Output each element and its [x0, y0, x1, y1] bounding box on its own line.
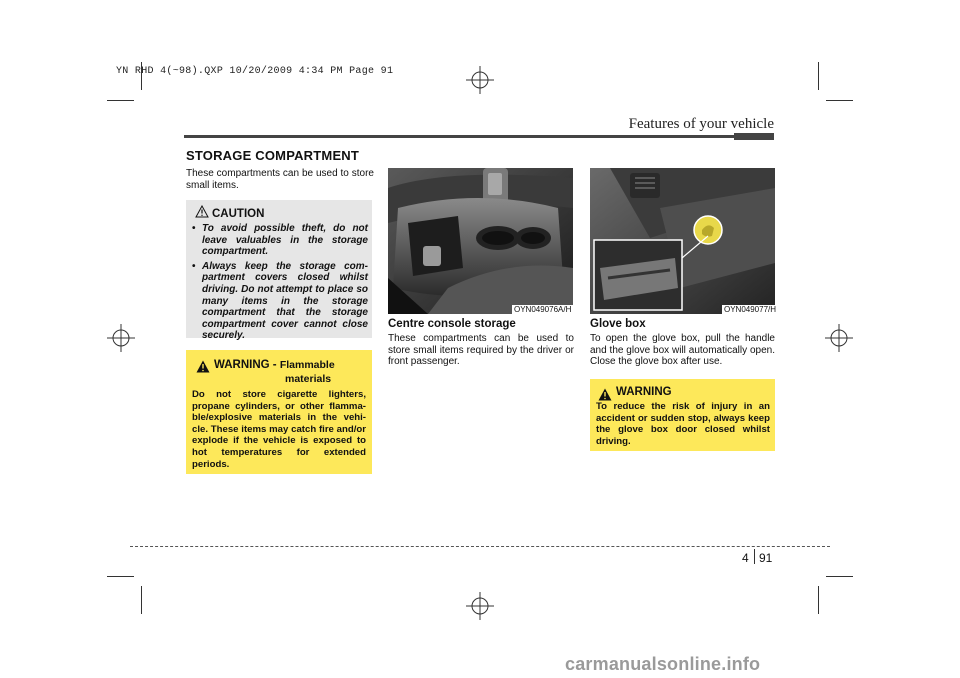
header-rule — [184, 135, 774, 138]
warning-glove-body: To reduce the risk of injury in an accident or sudden stop, always keep the glove box door closed whilst driving. — [596, 401, 770, 447]
warning-glove-title: WARNING — [616, 386, 672, 398]
registration-mark-icon — [825, 324, 853, 352]
glove-box-title: Glove box — [590, 318, 646, 330]
centre-console-illustration — [388, 168, 573, 314]
warning-subtitle-line2: materials — [285, 373, 332, 385]
footer-rule — [130, 546, 830, 547]
caution-list — [190, 223, 368, 345]
warning-subtitle: Flammable — [279, 359, 335, 371]
centre-console-image-code: OYN049076A/H — [514, 305, 572, 314]
caution-item — [190, 223, 368, 258]
intro-text: These compartments can be used to store small items. — [186, 168, 374, 191]
bullet-icon: • — [192, 260, 196, 272]
glove-box-body: To open the glove box, pull the handle and the glove box will automatically open. Close the glove box after use. — [590, 333, 775, 368]
centre-console-body: These compartments can be used to store small items required by the driver or front passenger. — [388, 333, 574, 368]
caution-title: CAUTION — [212, 208, 265, 220]
registration-mark-icon — [107, 324, 135, 352]
page-chapter: 4 — [742, 551, 749, 565]
caution-item — [190, 261, 368, 342]
watermark: carmanualsonline.info — [565, 654, 761, 674]
caution-triangle-icon — [195, 205, 209, 218]
warning-label: WARNING - — [214, 359, 277, 371]
bullet-icon: • — [192, 223, 196, 234]
section-header: Features of your vehicle — [628, 116, 774, 132]
warning-triangle-icon — [196, 360, 210, 373]
section-title: STORAGE COMPARTMENT — [186, 148, 360, 163]
warning-flammable-body: Do not store cigarette lighters, propane cylinders, or other flamma- ble/explosive materials in the vehi- cle. These items may catch fire and/or explode if the vehicle is exposed to hot temperatures for extended periods. — [192, 389, 366, 470]
glove-box-photo — [590, 168, 775, 314]
registration-mark-icon — [466, 66, 494, 94]
header-tab — [734, 133, 774, 140]
glove-box-image-code: OYN049077/H — [724, 305, 777, 314]
caution-item-text: To avoid possible theft, do not leave valuables in the storage compartment. — [202, 223, 368, 258]
page-number: 91 — [759, 551, 773, 565]
page-divider — [754, 549, 755, 564]
print-header: YN RHD 4(~98).QXP 10/20/2009 4:34 PM Page 91 — [116, 66, 394, 77]
centre-console-title: Centre console storage — [388, 318, 516, 330]
registration-mark-icon — [466, 592, 494, 620]
warning-flammable-title — [214, 359, 335, 371]
glove-box-illustration — [590, 168, 775, 314]
caution-item-text: Always keep the storage com- partment covers closed whilst driving. Do not attempt to place so many items in the storage compartment that the storage compartment cover cannot close securely. — [202, 260, 368, 342]
centre-console-photo — [388, 168, 573, 314]
warning-triangle-icon — [598, 388, 612, 401]
